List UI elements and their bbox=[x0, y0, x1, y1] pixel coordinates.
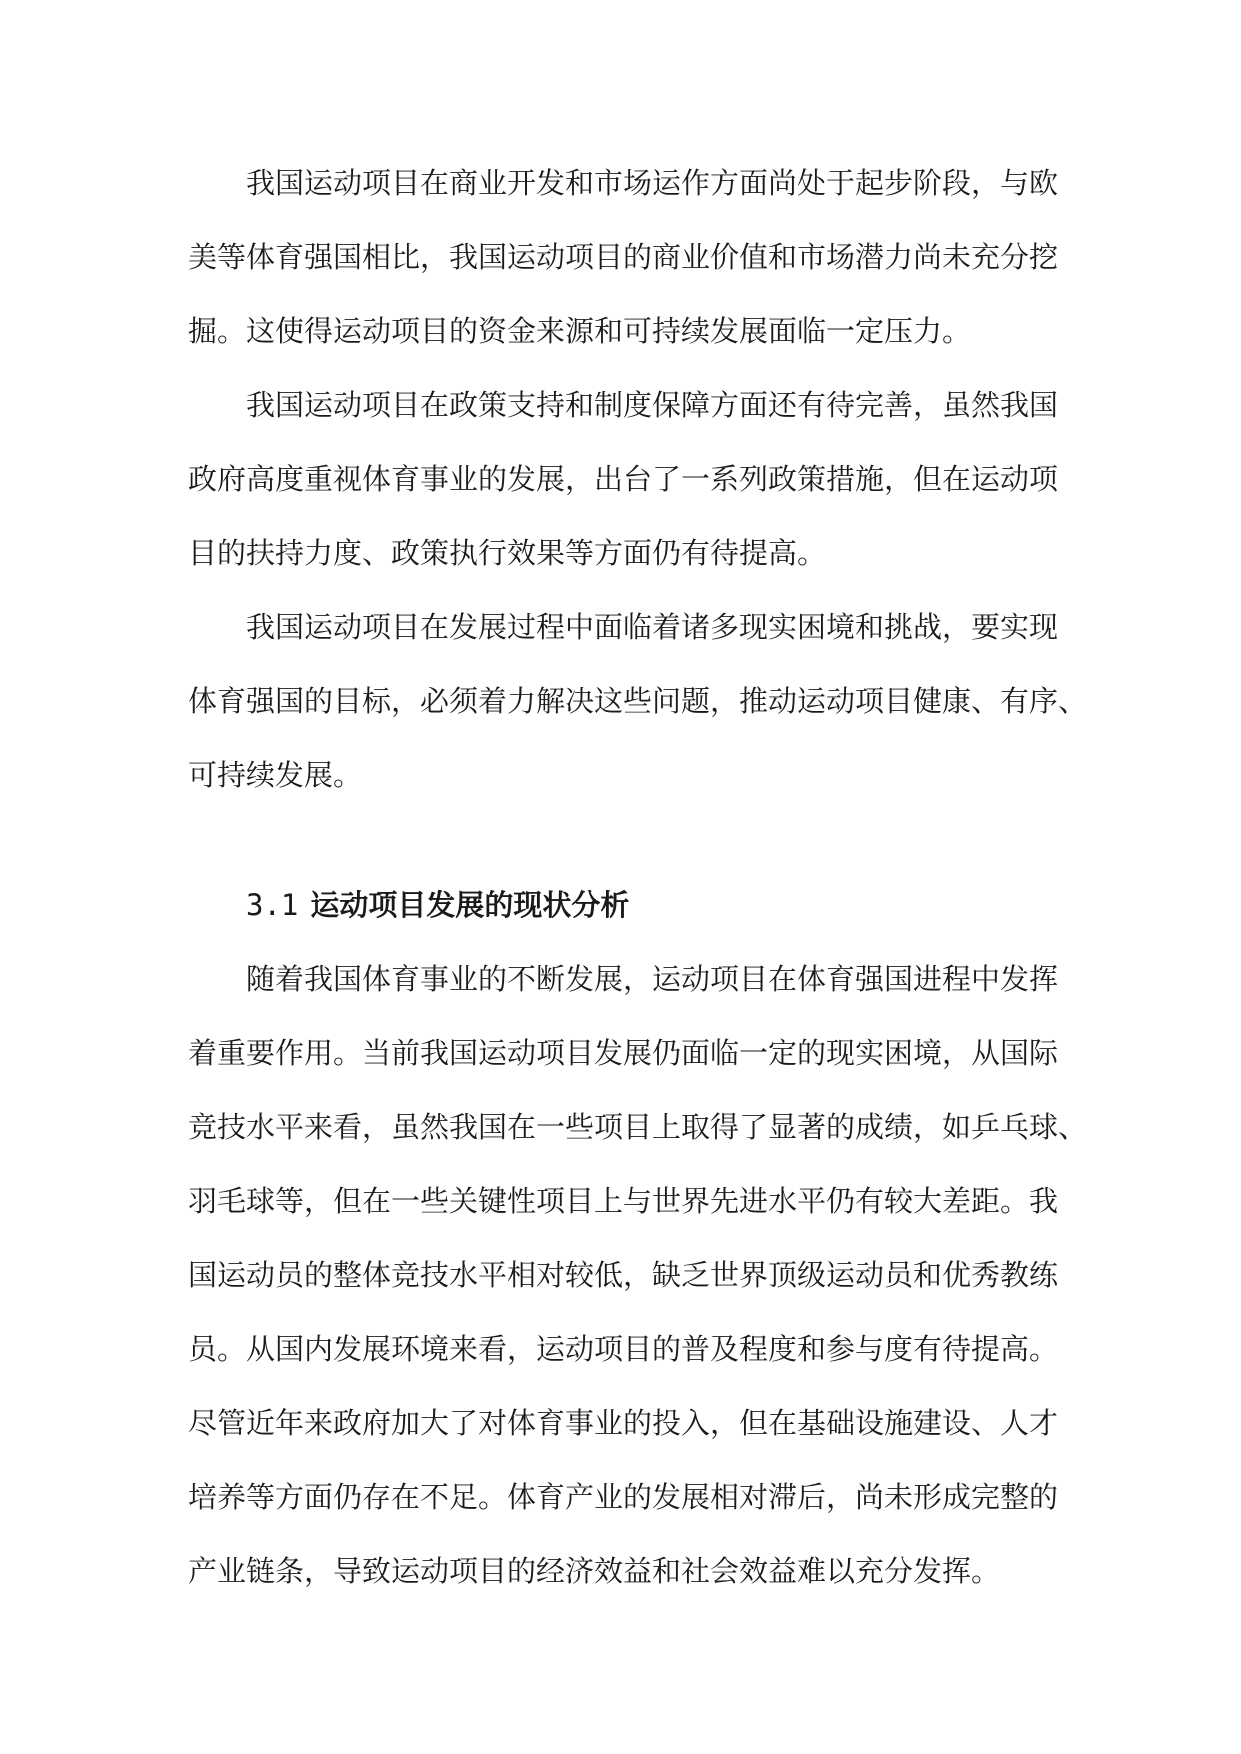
paragraph-challenges-summary bbox=[188, 590, 1088, 812]
text-line: 产业链条，导致运动项目的经济效益和社会效益难以充分发挥。 bbox=[188, 1554, 1001, 1588]
text-line: 政府高度重视体育事业的发展，出台了一系列政策措施，但在运动项 bbox=[188, 462, 1059, 496]
text-line: 竞技水平来看，虽然我国在一些项目上取得了显著的成绩，如乒乓球、 bbox=[188, 1110, 1088, 1144]
text-line: 我国运动项目在商业开发和市场运作方面尚处于起步阶段，与欧 bbox=[246, 166, 1059, 200]
section-number: 3.1 bbox=[246, 888, 299, 922]
paragraph-status-analysis bbox=[188, 942, 1088, 1608]
paragraph-policy-support bbox=[188, 368, 1058, 590]
text-line: 培养等方面仍存在不足。体育产业的发展相对滞后，尚未形成完整的 bbox=[188, 1480, 1059, 1514]
text-line: 体育强国的目标，必须着力解决这些问题，推动运动项目健康、有序、 bbox=[188, 684, 1088, 718]
text-line: 随着我国体育事业的不断发展，运动项目在体育强国进程中发挥 bbox=[246, 962, 1059, 996]
document-body bbox=[188, 146, 1088, 1608]
text-line: 掘。这使得运动项目的资金来源和可持续发展面临一定压力。 bbox=[188, 314, 972, 348]
text-line: 国运动员的整体竞技水平相对较低，缺乏世界顶级运动员和优秀教练 bbox=[188, 1258, 1059, 1292]
text-line: 我国运动项目在政策支持和制度保障方面还有待完善，虽然我国 bbox=[246, 388, 1059, 422]
text-line: 尽管近年来政府加大了对体育事业的投入，但在基础设施建设、人才 bbox=[188, 1406, 1059, 1440]
text-line: 着重要作用。当前我国运动项目发展仍面临一定的现实困境，从国际 bbox=[188, 1036, 1059, 1070]
section-heading bbox=[188, 868, 1058, 942]
text-line: 羽毛球等，但在一些关键性项目上与世界先进水平仍有较大差距。我 bbox=[188, 1184, 1059, 1218]
section-title: 运动项目发展的现状分析 bbox=[310, 888, 630, 922]
text-line: 员。从国内发展环境来看，运动项目的普及程度和参与度有待提高。 bbox=[188, 1332, 1059, 1366]
text-line: 可持续发展。 bbox=[188, 758, 363, 792]
text-line: 美等体育强国相比，我国运动项目的商业价值和市场潜力尚未充分挖 bbox=[188, 240, 1059, 274]
paragraph-commercial-development bbox=[188, 146, 1058, 368]
text-line: 目的扶持力度、政策执行效果等方面仍有待提高。 bbox=[188, 536, 827, 570]
text-line: 我国运动项目在发展过程中面临着诸多现实困境和挑战，要实现 bbox=[246, 610, 1059, 644]
